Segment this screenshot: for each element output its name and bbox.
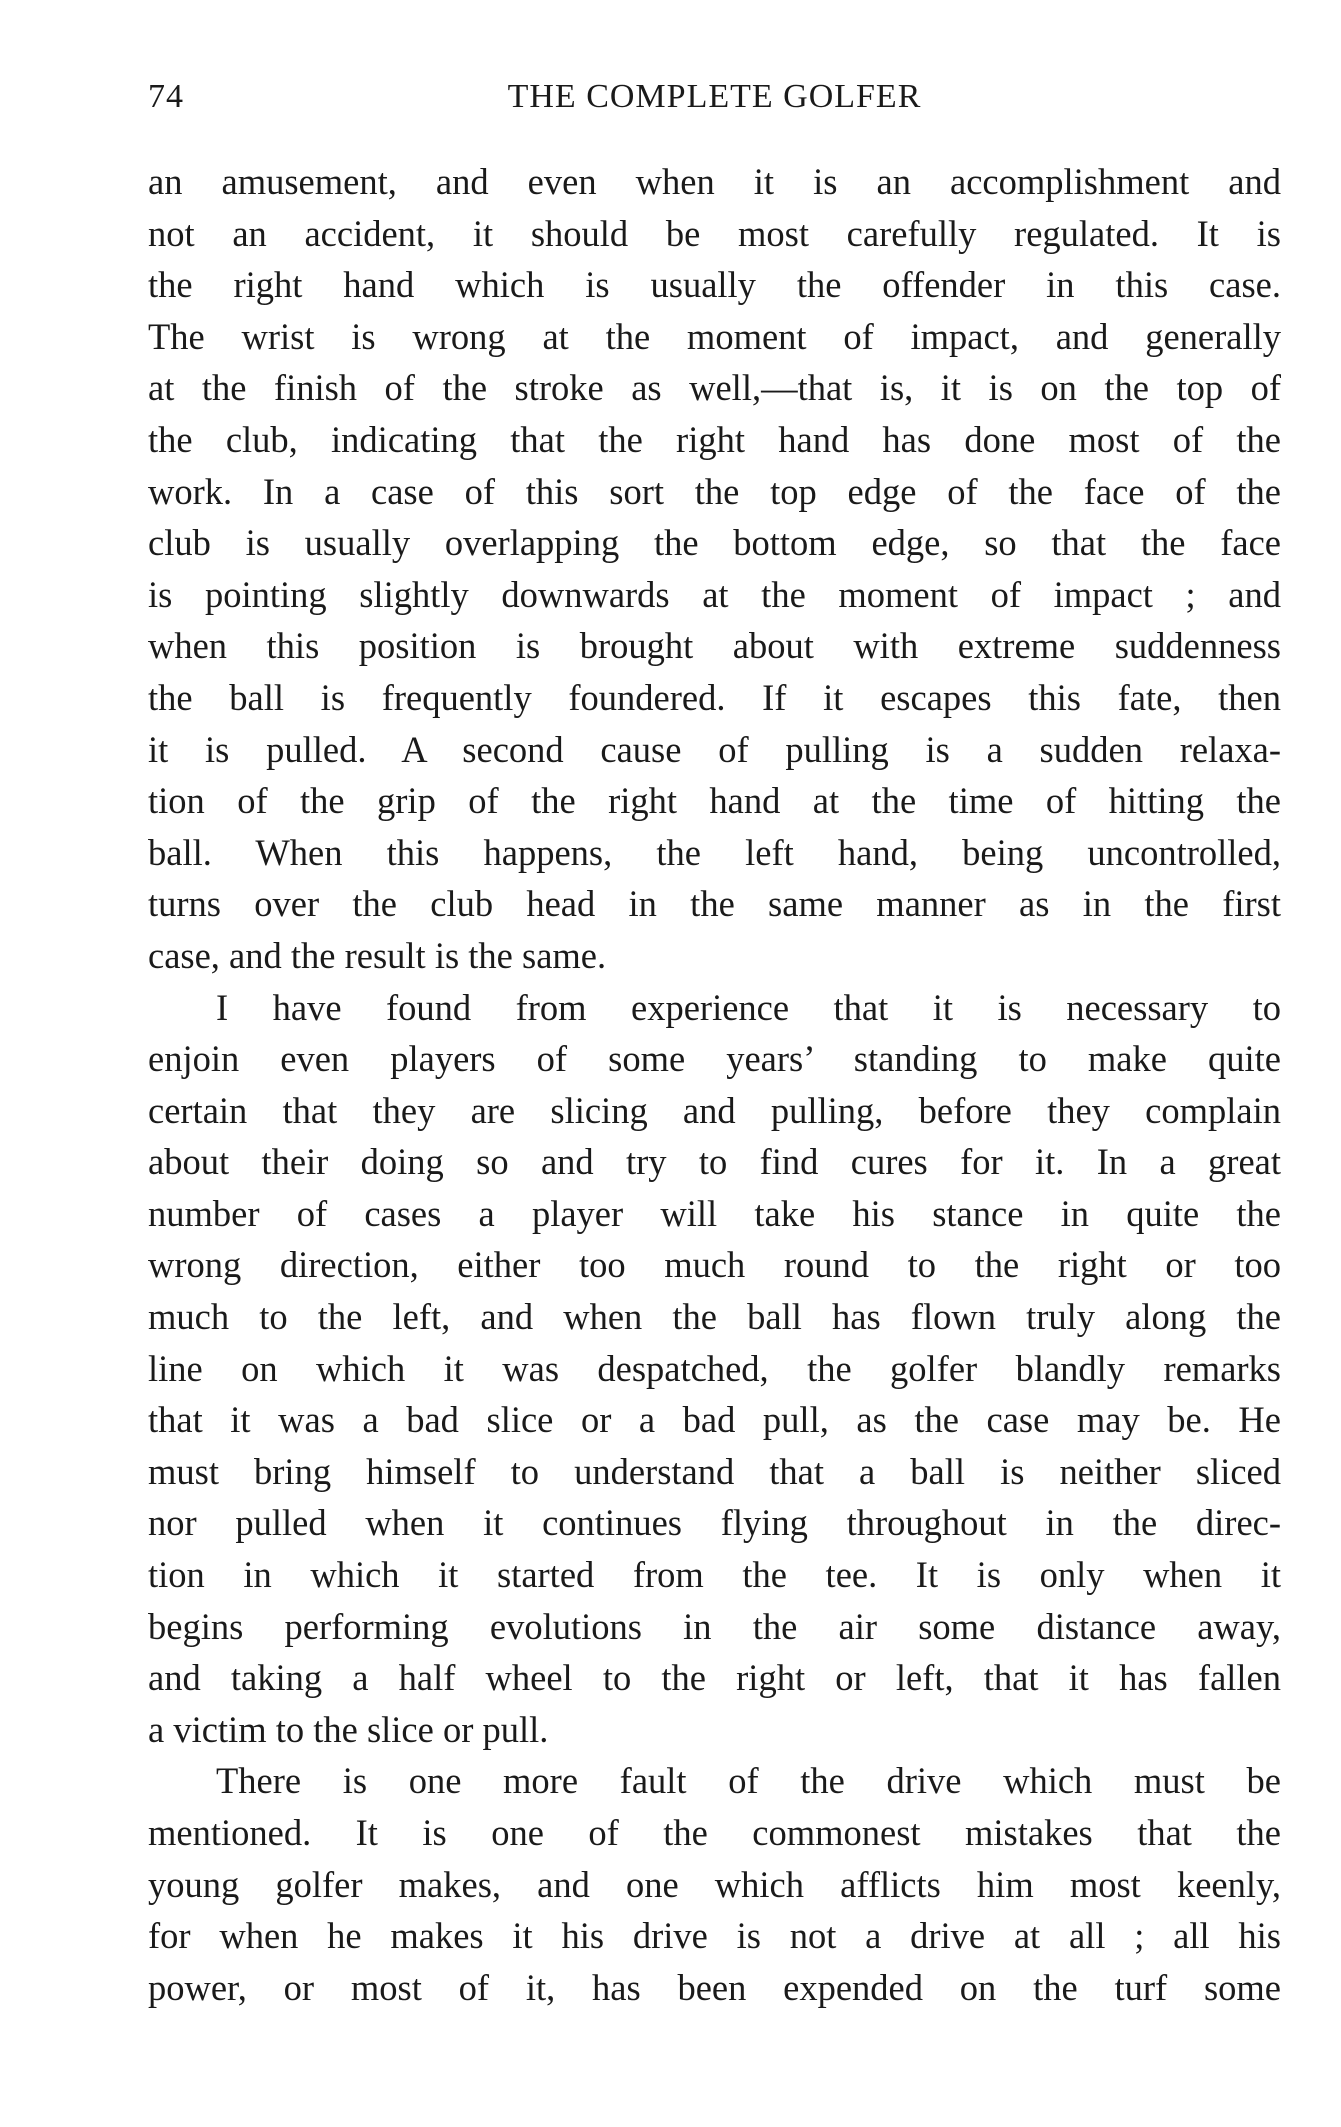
page-number: 74: [148, 78, 184, 115]
text-line: There is one more fault of the drive which must be: [216, 1760, 1281, 1802]
text-line: for when he makes it his drive is not a drive at all ; all his: [148, 1915, 1281, 1957]
text-line: certain that they are slicing and pulling, before they complain: [148, 1089, 1281, 1131]
text-line: the right hand which is usually the offender in this case.: [148, 264, 1281, 306]
text-line: is pointing slightly downwards at the moment of impact ; and: [148, 573, 1281, 615]
text-line: much to the left, and when the ball has flown truly along the: [148, 1296, 1281, 1338]
running-head: [148, 72, 1281, 132]
book-page: [148, 72, 1281, 2013]
text-line: power, or most of it, has been expended on the turf some: [148, 1966, 1281, 2008]
text-line: number of cases a player will take his stance in quite the: [148, 1192, 1281, 1234]
text-line: begins performing evolutions in the air some distance away,: [148, 1605, 1281, 1647]
text-line: enjoin even players of some years’ standing to make quite: [148, 1038, 1281, 1080]
text-line: club is usually overlapping the bottom edge, so that the face: [148, 522, 1281, 564]
text-line: case, and the result is the same.: [148, 934, 607, 976]
text-line: ball. When this happens, the left hand, being uncontrolled,: [148, 831, 1281, 873]
text-line: tion of the grip of the right hand at the time of hitting the: [148, 780, 1281, 822]
text-line: when this position is brought about with extreme suddenness: [148, 625, 1281, 667]
text-line: an amusement, and even when it is an accomplishment and: [148, 161, 1281, 202]
text-line: it is pulled. A second cause of pulling is a sudden relaxa-: [148, 728, 1281, 770]
text-line: turns over the club head in the same manner as in the first: [148, 883, 1281, 925]
text-line: must bring himself to understand that a ball is neither sliced: [148, 1450, 1281, 1492]
text-line: the ball is frequently foundered. If it escapes this fate, then: [148, 676, 1281, 718]
text-line: the club, indicating that the right hand has done most of the: [148, 418, 1281, 460]
text-line: nor pulled when it continues flying throughout in the direc-: [148, 1502, 1281, 1544]
text-line: and taking a half wheel to the right or left, that it has fallen: [148, 1657, 1281, 1699]
text-line: at the finish of the stroke as well,—that is, it is on the top of: [148, 367, 1281, 409]
text-line: I have found from experience that it is necessary to: [216, 986, 1281, 1028]
text-line: that it was a bad slice or a bad pull, as the case may be. He: [148, 1399, 1281, 1441]
body-text: [148, 156, 1281, 2013]
text-line: young golfer makes, and one which afflicts him most keenly,: [148, 1863, 1281, 1905]
text-line: a victim to the slice or pull.: [148, 1708, 549, 1750]
text-line: wrong direction, either too much round to the right or too: [148, 1244, 1281, 1286]
text-line: not an accident, it should be most carefully regulated. It is: [148, 212, 1281, 254]
text-line: mentioned. It is one of the commonest mistakes that the: [148, 1812, 1281, 1853]
text-line: line on which it was despatched, the golfer blandly remarks: [148, 1347, 1281, 1389]
running-title: THE COMPLETE GOLFER: [507, 78, 922, 115]
text-line: The wrist is wrong at the moment of impact, and generally: [148, 315, 1281, 357]
text-line: work. In a case of this sort the top edge of the face of the: [148, 470, 1281, 512]
text-line: tion in which it started from the tee. It is only when it: [148, 1554, 1281, 1596]
text-line: about their doing so and try to find cures for it. In a great: [148, 1141, 1281, 1183]
